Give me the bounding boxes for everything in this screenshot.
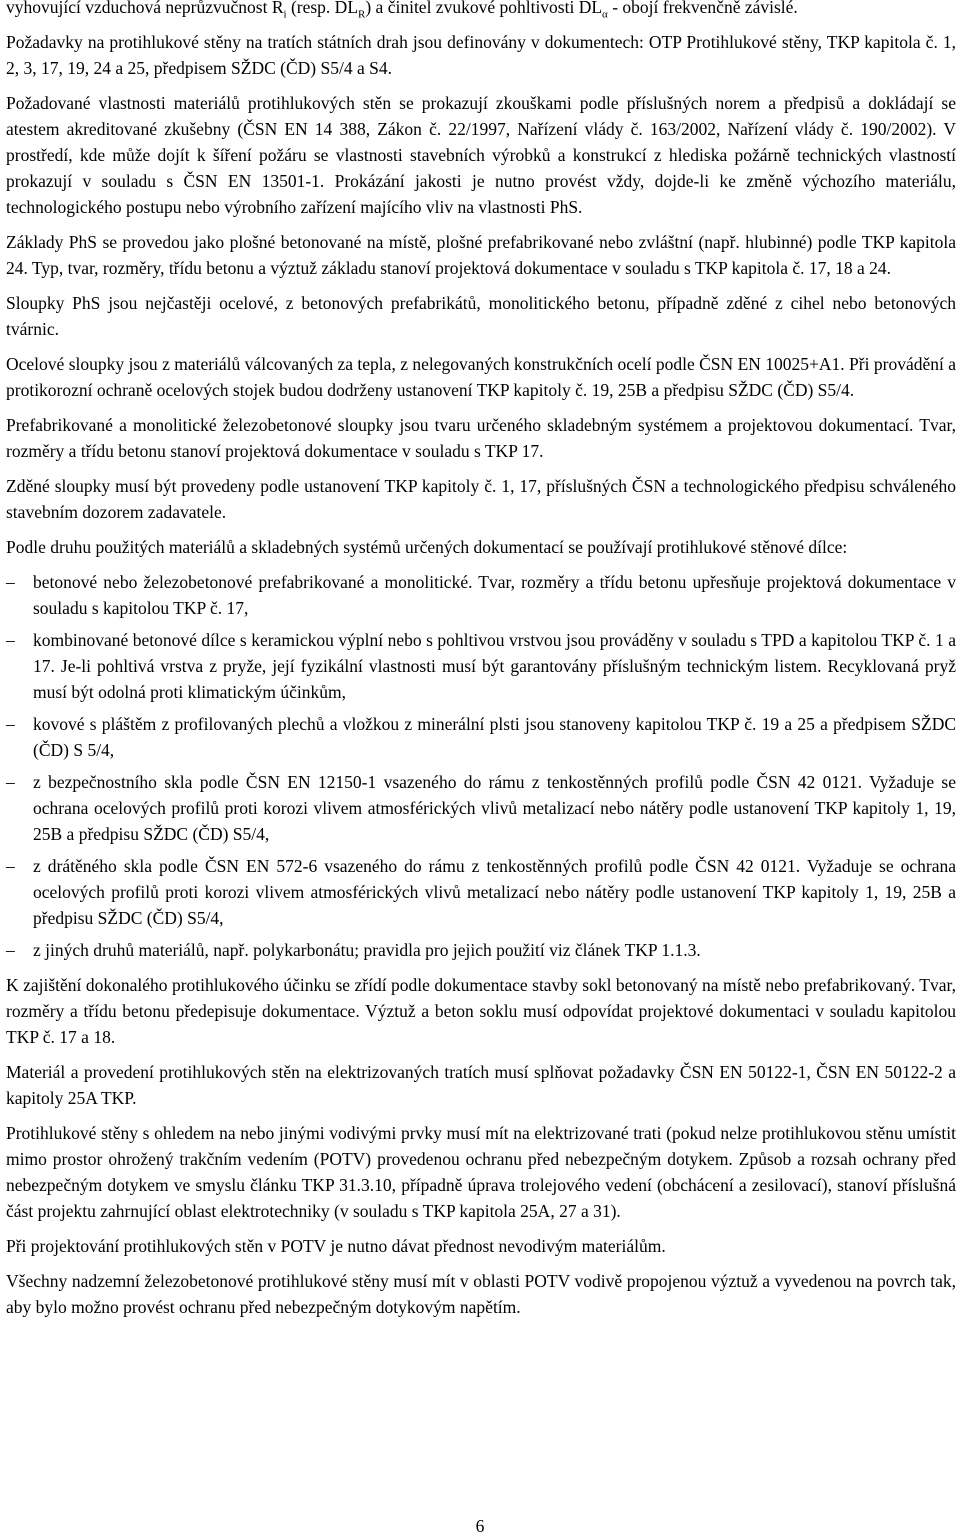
paragraph-ocelove: Ocelové sloupky jsou z materiálů válcovaných za tepla, z nelegovaných konstrukčních ocelí podle ČSN EN 10025+A1. Při provádění a protikorozní ochraně ocelových stojek budou dodrženy ustanovení TKP kapitoly č. 19, 25B a předpisu SŽDC (ČD) S5/4. (6, 354, 956, 400)
paragraph-elektrizovane: Materiál a provedení protihlukových stěn na elektrizovaných tratích musí splňovat požadavky ČSN EN 50122-1, ČSN EN 50122-2 a kapitoly 25A TKP. (6, 1062, 956, 1108)
paragraph-zaklady: Základy PhS se provedou jako plošné betonované na místě, plošné prefabrikované nebo zvláštní (např. hlubinné) podle TKP kapitola 24. Typ, tvar, rozměry, třídu betonu a výztuž základu stanoví projektová dokumentace v souladu s TKP kapitola č. 17, 18 a 24. (6, 232, 956, 278)
paragraph-projektovani: Při projektování protihlukových stěn v POTV je nutno dávat přednost nevodivým materiálům. (6, 1236, 666, 1256)
dash-bullet: – (6, 772, 15, 792)
paragraph-nadzemni: Všechny nadzemní železobetonové protihlukové stěny musí mít v oblasti POTV vodivě propojenou výztuž a vyvedenou na povrch tak, aby bylo možno provést ochranu před nebezpečným dotykovým napětím. (6, 1271, 956, 1317)
list-item-text: kombinované betonové dílce s keramickou výplní nebo s pohltivou vrstvou jsou prováděny v souladu s TPD a kapitolou TKP č. 1 a 17. Je-li pohltivá vrstva z pryže, její fyzikální vlastnosti musí být garantovány příslušným technickým listem. Recyklovaná pryž musí být odolná proti klimatickým účinkům, (33, 630, 956, 702)
list-item-text: z jiných druhů materiálů, např. polykarbonátu; pravidla pro jejich použití viz článek TKP 1.1.3. (33, 940, 701, 960)
list-item (6, 711, 956, 763)
intro-text-d: - obojí frekvenčně závislé. (607, 0, 798, 17)
document-page (6, 0, 956, 1329)
page-number: 6 (475, 1516, 485, 1536)
list-item-text: betonové nebo železobetonové prefabrikované a monolitické. Tvar, rozměry a třídu betonu upřesňuje projektová dokumentace v souladu s kapitolou TKP č. 17, (33, 572, 956, 618)
paragraph-sokl: K zajištění dokonalého protihlukového účinku se zřídí podle dokumentace stavby sokl betonovaný na místě nebo prefabrikovaný. Tvar, rozměry a třídu betonu předepisuje dokumentace. Výztuž a beton soklu musí odpovídat projektové dokumentaci v souladu kapitolou TKP č. 17 a 18. (6, 975, 956, 1047)
list-item-text: kovové s pláštěm z profilovaných plechů a vložkou z minerální plsti jsou stanoveny kapitolou TKP č. 19 a 25 a předpisem SŽDC (ČD) S 5/4, (33, 714, 956, 760)
list-item (6, 627, 956, 705)
paragraph-vlastnosti: Požadované vlastnosti materiálů protihlukových stěn se prokazují zkouškami podle příslušných norem a předpisů a dokládají se atestem akreditované zkušebny (ČSN EN 14 388, Zákon č. 22/1997, Nařízení vlády č. 163/2002, Nařízení vlády č. 190/2002). V prostředí, kde může dojít k šíření požáru se vlastnosti stavebních výrobků a konstrukcí z hlediska požárně technických vlastností prokazují v souladu s ČSN EN 13501-1. Prokázání jakosti je nutno provést vždy, dojde-li ke změně výchozího materiálu, technologického postupu nebo výrobního zařízení majícího vliv na vlastnosti PhS. (6, 93, 956, 217)
list-item-text: z bezpečnostního skla podle ČSN EN 12150-1 vsazeného do rámu z tenkostěnných profilů podle ČSN 42 0121. Vyžaduje se ochrana ocelových profilů proti korozi vlivem atmosférických vlivů metalizací nebo nátěry podle ustanovení TKP kapitoly 1, 19, 25B a předpisu SŽDC (ČD) S5/4, (33, 772, 956, 844)
paragraph-zdene: Zděné sloupky musí být provedeny podle ustanovení TKP kapitoly č. 1, 17, příslušných ČSN a technologického předpisu schváleného stavebním dozorem zadavatele. (6, 476, 956, 522)
intro-text-c: ) a činitel zvukové pohltivosti DL (365, 0, 603, 17)
intro-continuation (6, 0, 956, 20)
paragraph-pozadavky: Požadavky na protihlukové stěny na tratích státních drah jsou definovány v dokumentech: OTP Protihlukové stěny, TKP kapitola č. 1, 2, 3, 17, 19, 24 a 25, předpisem SŽDC (ČD) S5/4 a S4. (6, 32, 956, 78)
paragraph-potv: Protihlukové stěny s ohledem na nebo jinými vodivými prvky musí mít na elektrizované trati (pokud nelze protihlukovou stěnu umístit mimo prostor ohrožený trakčním vedením (POTV) provedenou ochranu před nebezpečným dotykem. Způsob a rozsah ochrany před nebezpečným dotykem ve smyslu článku TKP 31.3.10, případně úprava trolejového vedení (obchácení a zesilovací), stanoví příslušná část projektu zahrnující oblast elektrotechniky (v souladu s TKP kapitola 25A, 27 a 31). (6, 1123, 956, 1221)
list-item-text: z drátěného skla podle ČSN EN 572-6 vsazeného do rámu z tenkostěnných profilů podle ČSN 42 0121. Vyžaduje se ochrana ocelových profilů proti korozi vlivem atmosférických vlivů metalizací nebo nátěry podle ustanovení TKP kapitoly 1, 19, 25B a předpisu SŽDC (ČD) S5/4, (33, 856, 956, 928)
list-item (6, 769, 956, 847)
wall-panel-list (6, 569, 956, 963)
intro-text-b: (resp. DL (286, 0, 359, 17)
intro-text-a: vyhovující vzduchová neprůzvučnost R (6, 0, 284, 17)
list-item (6, 853, 956, 931)
paragraph-podle-druhu: Podle druhu použitých materiálů a skladebných systémů určených dokumentací se používají protihlukové stěnové dílce: (6, 537, 848, 557)
paragraph-prefabrikovane: Prefabrikované a monolitické železobetonové sloupky jsou tvaru určeného skladebným systémem a projektovou dokumentací. Tvar, rozměry a třídu betonu stanoví projektová dokumentace v souladu s TKP 17. (6, 415, 956, 461)
paragraph-sloupky: Sloupky PhS jsou nejčastěji ocelové, z betonových prefabrikátů, monolitického betonu, případně zděné z cihel nebo betonových tvárnic. (6, 293, 956, 339)
intro-subscript-r: R (358, 8, 366, 21)
dash-bullet: – (6, 572, 15, 592)
intro-subscript-i: i (283, 8, 287, 21)
list-item (6, 569, 956, 621)
dash-bullet: – (6, 714, 15, 734)
dash-bullet: – (6, 940, 15, 960)
dash-bullet: – (6, 856, 15, 876)
list-item (6, 937, 956, 963)
dash-bullet: – (6, 630, 15, 650)
intro-subscript-alpha: α (602, 8, 608, 21)
